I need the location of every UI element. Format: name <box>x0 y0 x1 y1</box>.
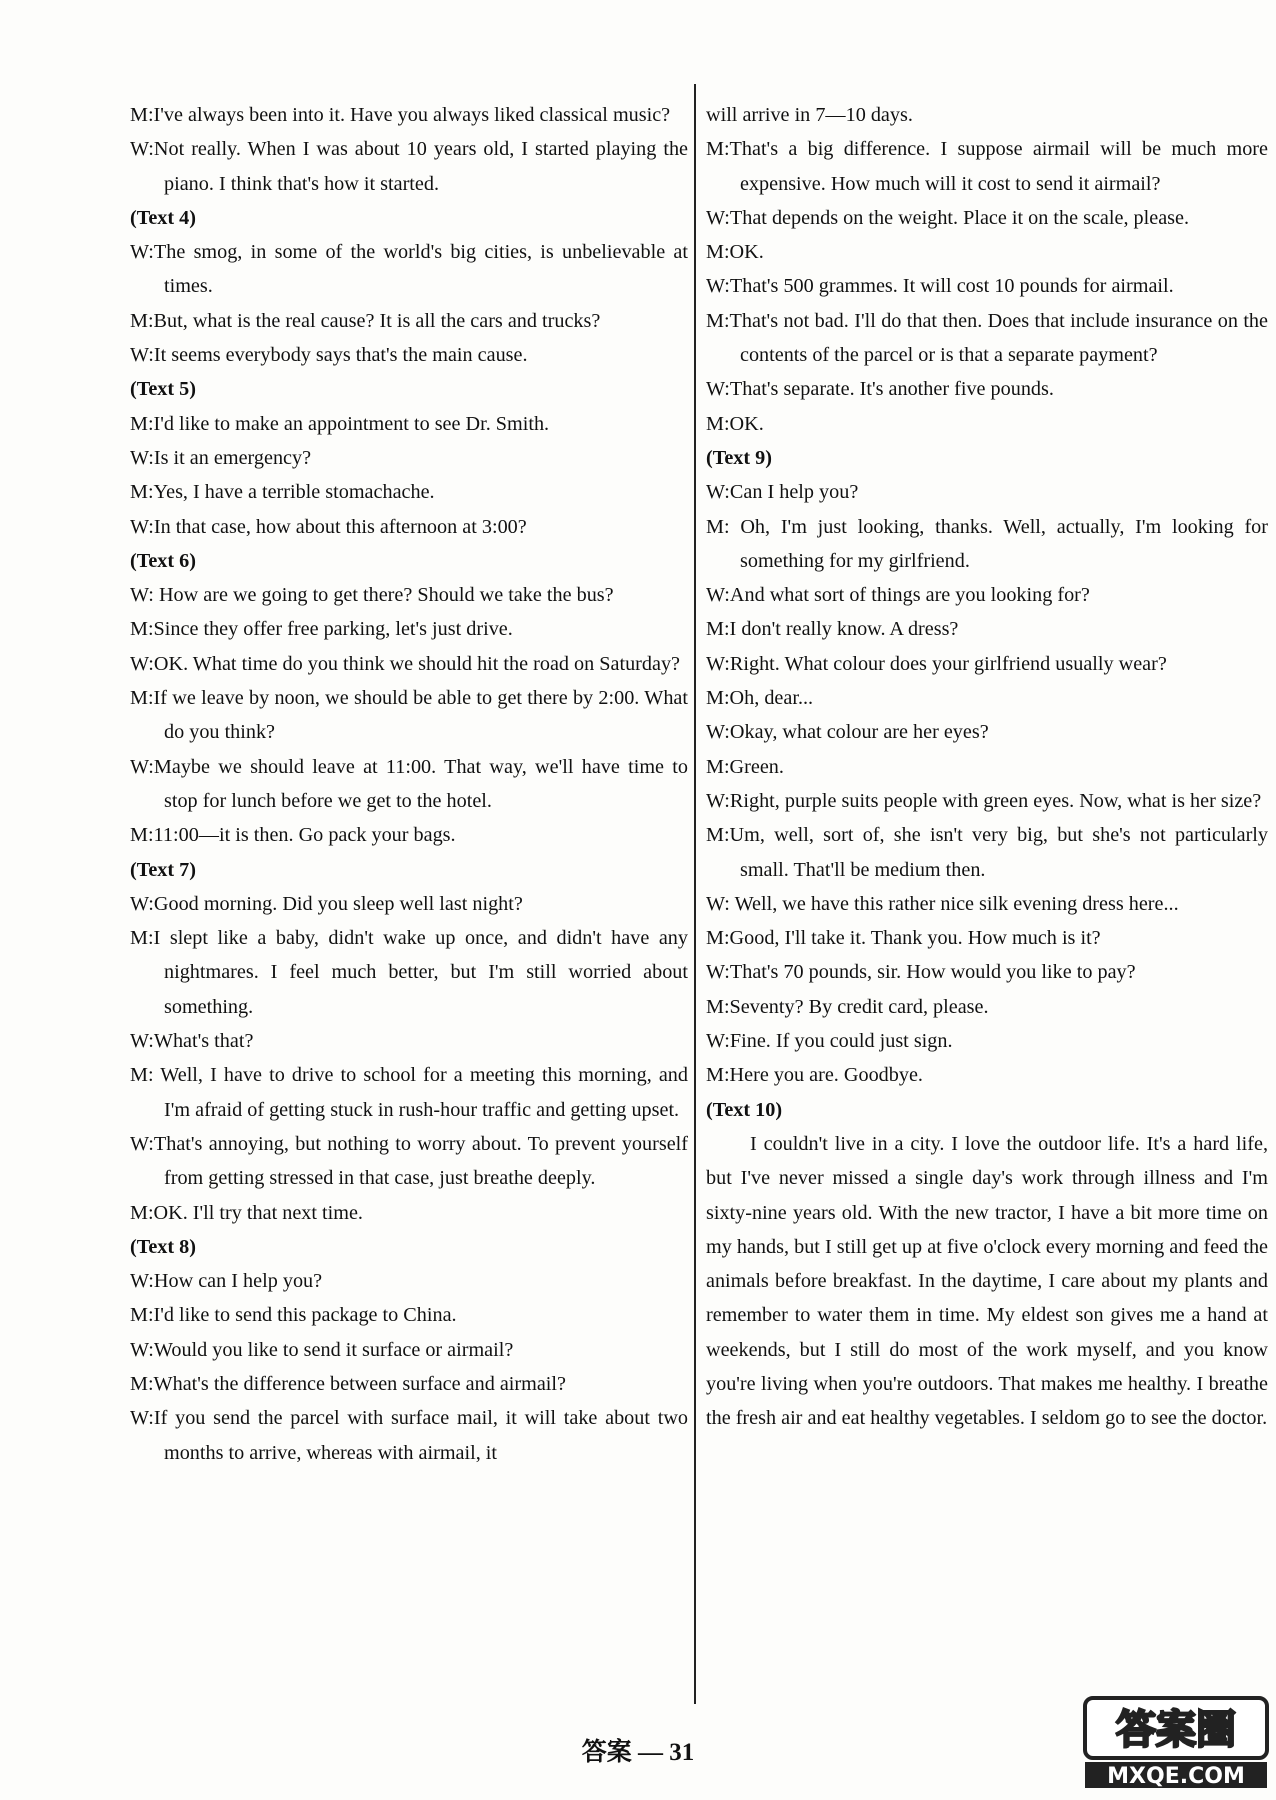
dialogue-line: W:What's that? <box>130 1030 254 1053</box>
dialogue-line: W:Would you like to send it surface or airmail? <box>130 1338 514 1361</box>
dialogue-line: W:That's 500 grammes. It will cost 10 pounds for airmail. <box>706 275 1174 298</box>
dialogue-line: M:Um, well, sort of, she isn't very big, but she's not particularly small. That'll be medium then. <box>706 824 1268 881</box>
dialogue-line: M:I'd like to make an appointment to see Dr. Smith. <box>130 412 550 435</box>
dialogue-line: W:Not really. When I was about 10 years old, I started playing the piano. I think that's how it started. <box>130 138 688 195</box>
column-divider <box>694 84 696 1704</box>
dialogue-line: M:Good, I'll take it. Thank you. How much is it? <box>706 927 1101 950</box>
dialogue-line: M:If we leave by noon, we should be able to get there by 2:00. What do you think? <box>130 687 688 744</box>
paragraph: I couldn't live in a city. I love the outdoor life. It's a hard life, but I've never missed a single day's work through illness and I'm sixty-nine years old. With the new tractor, I have a bit more time on my hands, but I still get up at five o'clock every morning and feed the animals before breakfast. In the daytime, I care about my plants and remember to water them in time. My eldest son gives me a hand at weekends, but I still do most of the work myself, and you know you're living when you're outdoors. That makes me healthy. I breathe the fresh air and eat healthy vegetables. I seldom go to see the doctor. <box>706 1132 1268 1430</box>
dialogue-line: M:Here you are. Goodbye. <box>706 1064 923 1087</box>
dialogue-line: W:Can I help you? <box>706 481 859 504</box>
dialogue-line: M:But, what is the real cause? It is all the cars and trucks? <box>130 309 601 332</box>
dialogue-line: M:I slept like a baby, didn't wake up once, and didn't have any nightmares. I feel much better, but I'm still worried about something. <box>130 927 688 1018</box>
page-footer: 答案 — 31 <box>581 1739 695 1766</box>
dialogue-line: M:OK. <box>706 241 764 264</box>
dialogue-line: M:That's not bad. I'll do that then. Does that include insurance on the contents of the parcel or is that a separate payment? <box>706 309 1268 367</box>
dialogue-line: M:Since they offer free parking, let's just drive. <box>130 618 513 641</box>
dialogue-line: M:I don't really know. A dress? <box>706 618 959 641</box>
dialogue-line: will arrive in 7—10 days. <box>706 104 913 126</box>
dialogue-line: W:That's 70 pounds, sir. How would you like to pay? <box>706 961 1136 984</box>
section-label: (Text 7) <box>130 858 196 881</box>
dialogue-line: W:How can I help you? <box>130 1270 323 1293</box>
dialogue-line: M:11:00—it is then. Go pack your bags. <box>130 824 456 847</box>
dialogue-line: W: How are we going to get there? Should we take the bus? <box>130 584 614 607</box>
dialogue-line: W:That depends on the weight. Place it on the scale, please. <box>706 206 1190 229</box>
dialogue-line: W:Right, purple suits people with green eyes. Now, what is her size? <box>706 789 1262 812</box>
dialogue-line: W:The smog, in some of the world's big cities, is unbelievable at times. <box>130 241 688 298</box>
dialogue-line: M:I've always been into it. Have you always liked classical music? <box>130 104 671 126</box>
dialogue-line: W:In that case, how about this afternoon at 3:00? <box>130 515 527 538</box>
dialogue-line: M:OK. <box>706 412 764 435</box>
section-label: (Text 6) <box>130 549 196 572</box>
dialogue-line: W:It seems everybody says that's the main cause. <box>130 344 528 367</box>
dialogue-line: W:Okay, what colour are her eyes? <box>706 721 989 744</box>
section-label: (Text 8) <box>130 1235 196 1258</box>
dialogue-line: M:I'd like to send this package to China. <box>130 1304 457 1327</box>
dialogue-line: W:And what sort of things are you looking for? <box>706 584 1090 607</box>
watermark-logo-icon <box>1082 1692 1270 1792</box>
section-label: (Text 9) <box>706 446 772 469</box>
watermark-logo-text: 答案圈 <box>1116 1707 1236 1753</box>
dialogue-line: W:Right. What colour does your girlfriend usually wear? <box>706 652 1167 675</box>
dialogue-line: M:Yes, I have a terrible stomachache. <box>130 481 435 504</box>
dialogue-line: W:That's annoying, but nothing to worry about. To prevent yourself from getting stressed in that case, just breathe deeply. <box>130 1132 688 1190</box>
left-column <box>130 98 688 1470</box>
dialogue-line: W:Fine. If you could just sign. <box>706 1030 953 1053</box>
section-label: (Text 4) <box>130 206 196 229</box>
right-column <box>706 98 1268 1436</box>
dialogue-line: M: Oh, I'm just looking, thanks. Well, actually, I'm looking for something for my girlfriend. <box>706 515 1268 572</box>
dialogue-line: W: Well, we have this rather nice silk evening dress here... <box>706 892 1179 915</box>
dialogue-line: M:What's the difference between surface and airmail? <box>130 1372 566 1395</box>
dialogue-line: W:Good morning. Did you sleep well last night? <box>130 892 523 915</box>
section-label: (Text 10) <box>706 1098 783 1121</box>
dialogue-line: M: Well, I have to drive to school for a meeting this morning, and I'm afraid of getting stuck in rush-hour traffic and getting upset. <box>130 1064 688 1121</box>
dialogue-line: W:Maybe we should leave at 11:00. That way, we'll have time to stop for lunch before we get to the hotel. <box>130 755 688 812</box>
dialogue-line: M:Oh, dear... <box>706 687 814 710</box>
dialogue-line: M:OK. I'll try that next time. <box>130 1201 363 1224</box>
dialogue-line: W:If you send the parcel with surface mail, it will take about two months to arrive, whereas with airmail, it <box>130 1407 688 1464</box>
dialogue-line: W:Is it an emergency? <box>130 446 312 469</box>
section-label: (Text 5) <box>130 378 196 401</box>
dialogue-line: M:That's a big difference. I suppose airmail will be much more expensive. How much will it cost to send it airmail? <box>706 138 1268 195</box>
dialogue-line: M:Seventy? By credit card, please. <box>706 995 989 1018</box>
watermark-url: MXQE.COM <box>1107 1764 1245 1789</box>
dialogue-line: M:Green. <box>706 755 784 778</box>
dialogue-line: W:OK. What time do you think we should hit the road on Saturday? <box>130 652 681 675</box>
dialogue-line: W:That's separate. It's another five pounds. <box>706 378 1054 401</box>
